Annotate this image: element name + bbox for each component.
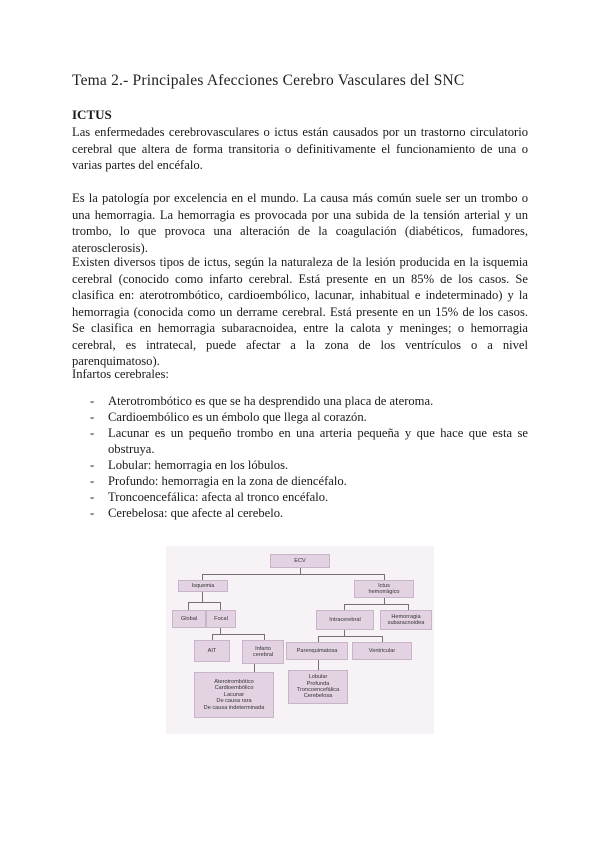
- document-title: Tema 2.- Principales Afecciones Cerebro Vasculares del SNC: [72, 72, 465, 89]
- list-item: [72, 473, 528, 489]
- connector-line: [254, 664, 255, 672]
- bullet-marker: -: [90, 474, 95, 488]
- bullet-marker: -: [90, 426, 95, 440]
- connector-line: [220, 602, 221, 610]
- list-item: [72, 425, 528, 457]
- node-ait: AIT: [194, 640, 230, 662]
- list-item-text: Troncoencefálica: afecta al tronco encéfalo.: [108, 490, 329, 504]
- ecv-classification-diagram: [166, 546, 434, 734]
- bullet-marker: -: [90, 458, 95, 472]
- infartos-list: [72, 393, 528, 521]
- bullet-marker: -: [90, 506, 95, 520]
- connector-line: [202, 592, 203, 602]
- node-ventricular: Ventricular: [352, 642, 412, 660]
- list-item: [72, 409, 528, 425]
- connector-line: [212, 634, 264, 635]
- connector-line: [344, 604, 408, 605]
- connector-line: [202, 574, 384, 575]
- list-item: [72, 457, 528, 473]
- connector-line: [188, 602, 189, 610]
- node-isquemia: Isquemia: [178, 580, 228, 592]
- node-parenquimatosa-types: Lobular Profunda Troncoencefálica Cerebelosa: [288, 670, 348, 704]
- paragraph-causes: Es la patología por excelencia en el mundo. La causa más común suele ser un trombo o una hemorragia. La hemorragia es provocada por una subida de la tensión arterial y un trombo, lo que provoca una alteración de la coagulación (diabéticos, fumadores, aterosclerosis).: [72, 191, 528, 255]
- connector-line: [188, 602, 220, 603]
- section-heading: ICTUS: [72, 107, 112, 122]
- bullet-marker: -: [90, 394, 95, 408]
- bullet-marker: -: [90, 410, 95, 424]
- node-infarto-cerebral: Infarto cerebral: [242, 640, 284, 664]
- list-item-text: Cardioembólico es un émbolo que llega al corazón.: [108, 410, 367, 424]
- list-item-text: Profundo: hemorragia en la zona de diencéfalo.: [108, 474, 347, 488]
- node-parenquimatosa: Parenquimatosa: [286, 642, 348, 660]
- node-focal: Focal: [206, 610, 236, 628]
- connector-line: [318, 636, 382, 637]
- bullet-marker: -: [90, 490, 95, 504]
- paragraph-definition: Las enfermedades cerebrovasculares o ictus están causados por un trastorno circulatorio cerebral que altera de forma transitoria o definitivamente el funcionamiento de una o varias partes del encéfalo.: [72, 125, 528, 172]
- list-item-text: Lacunar es un pequeño trombo en una arteria pequeña y que hace que esta se obstruya.: [108, 426, 528, 456]
- node-infarto-types: Aterotrombótico Cardioembólico Lacunar De causa rara De causa indeterminada: [194, 672, 274, 718]
- list-item: [72, 505, 528, 521]
- connector-line: [318, 660, 319, 670]
- list-item-text: Cerebelosa: que afecte al cerebelo.: [108, 506, 284, 520]
- node-intracerebral: Intracerebral: [316, 610, 374, 630]
- paragraph-infartos-label: Infartos cerebrales:: [72, 367, 169, 381]
- list-item-text: Aterotrombótico es que se ha desprendido una placa de ateroma.: [108, 394, 434, 408]
- paragraph-types: Existen diversos tipos de ictus, según la naturaleza de la lesión producida en la isquemia cerebral (conocido como infarto cerebral. Está presente en un 85% de los casos. Se clasifica en: aterotrombótico, cardioembólico, lacunar, inhabitual e indeterminado) y la hemorragia (conocida como un derrame cerebral. Está presente en un 15% de los casos. Se clasifica en hemorragia subaracnoidea, entre la calota y meninges; o hemorragia cerebral, es intratecal, puede afectar a la zona de los ventrículos o a nivel parenquimatoso).: [72, 255, 528, 368]
- node-ictus-hemorragico: Ictus hemorrágico: [354, 580, 414, 598]
- list-item-text: Lobular: hemorragia en los lóbulos.: [108, 458, 289, 472]
- list-item: [72, 489, 528, 505]
- node-global: Global: [172, 610, 206, 628]
- list-item: [72, 393, 528, 409]
- node-hemorragia-subaracnoidea: Hemorragia subaracnoidea: [380, 610, 432, 630]
- node-ecv: ECV: [270, 554, 330, 568]
